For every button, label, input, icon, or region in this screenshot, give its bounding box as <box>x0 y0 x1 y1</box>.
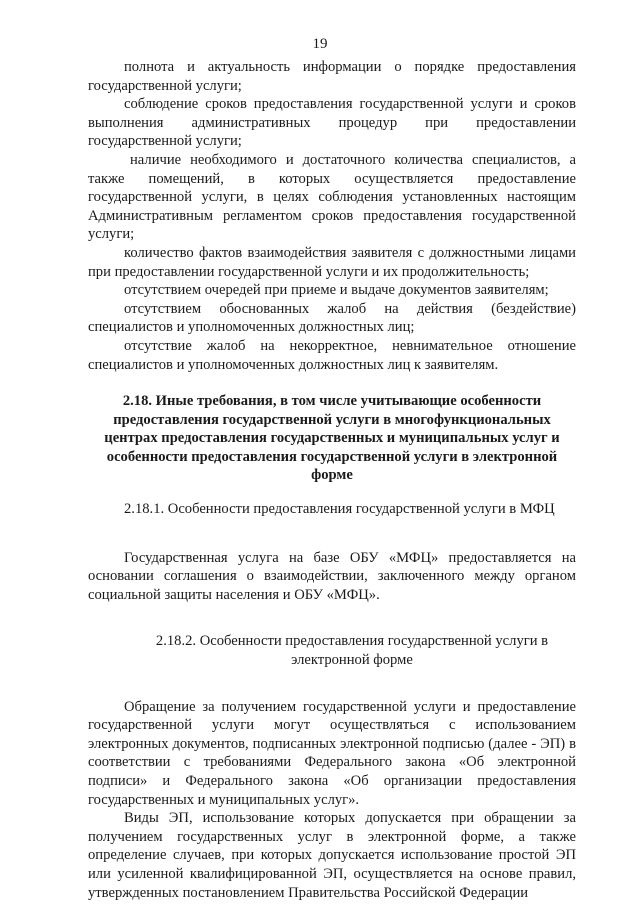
subsection-2-text-2: Виды ЭП, использование которых допускается при обращении за получением государственных услуг в электронной форме, а также определение случаев, при которых допускается использование простой ЭП или усиленной квалифицированной ЭП, осуществляется на основе правил, утвержденных постановлением Правительства Российской Федерации <box>88 810 576 901</box>
paragraph-no-incorrect-treatment: отсутствие жалоб на некорректное, невнимательное отношение специалистов и уполномоченных должностных лиц к заявителям. <box>88 337 576 373</box>
paragraph-staff-premises: наличие необходимого и достаточного количества специалистов, а также помещений, в которых осуществляется предоставление государственной услуги, в целях соблюдения установленных настоящим Административным регламентом сроков предоставления государственной услуги; <box>88 151 576 243</box>
paragraph-deadlines: соблюдение сроков предоставления государственной услуги и сроков выполнения административных процедур при предоставлении государственной услуги; <box>88 96 576 150</box>
paragraph-no-queues: отсутствием очередей при приеме и выдаче документов заявителям; <box>124 282 549 299</box>
paragraph-info-completeness: полнота и актуальность информации о порядке предоставления государственной услуги; <box>88 59 576 94</box>
subsection-2-title: 2.18.2. Особенности предоставления государственной услуги в электронной форме <box>155 633 549 669</box>
document-body <box>88 58 576 902</box>
paragraph-no-justified-complaints: отсутствием обоснованных жалоб на действия (бездействие) специалистов и уполномоченных должностных лиц; <box>88 300 576 336</box>
page-number: 19 <box>312 36 328 52</box>
paragraph-interactions: количество фактов взаимодействия заявителя с должностными лицами при предоставлении государственной услуги и их продолжительность; <box>88 244 576 280</box>
subsection-1-text: Государственная услуга на базе ОБУ «МФЦ» предоставляется на основании соглашения о взаимодействии, заключенного между органом социальной защиты населения и ОБУ «МФЦ». <box>88 549 576 603</box>
subsection-1-title: 2.18.1. Особенности предоставления государственной услуги в МФЦ <box>124 501 555 518</box>
subsection-2-text-1: Обращение за получением государственной услуги и предоставление государственной услуги могут осуществляться с использованием электронных документов, подписанных электронной подписью (далее - ЭП) в соответствии с требованиями Федерального закона «Об электронной подписи» и Федерального закона «Об организации предоставления государственных и муниципальных услуг». <box>88 698 576 808</box>
section-heading: 2.18. Иные требования, в том числе учитывающие особенности предоставления государственной услуги в многофункциональных центрах предоставления государственных и муниципальных услуг и особенности предоставления государственной услуги в электронной форме <box>104 393 560 484</box>
